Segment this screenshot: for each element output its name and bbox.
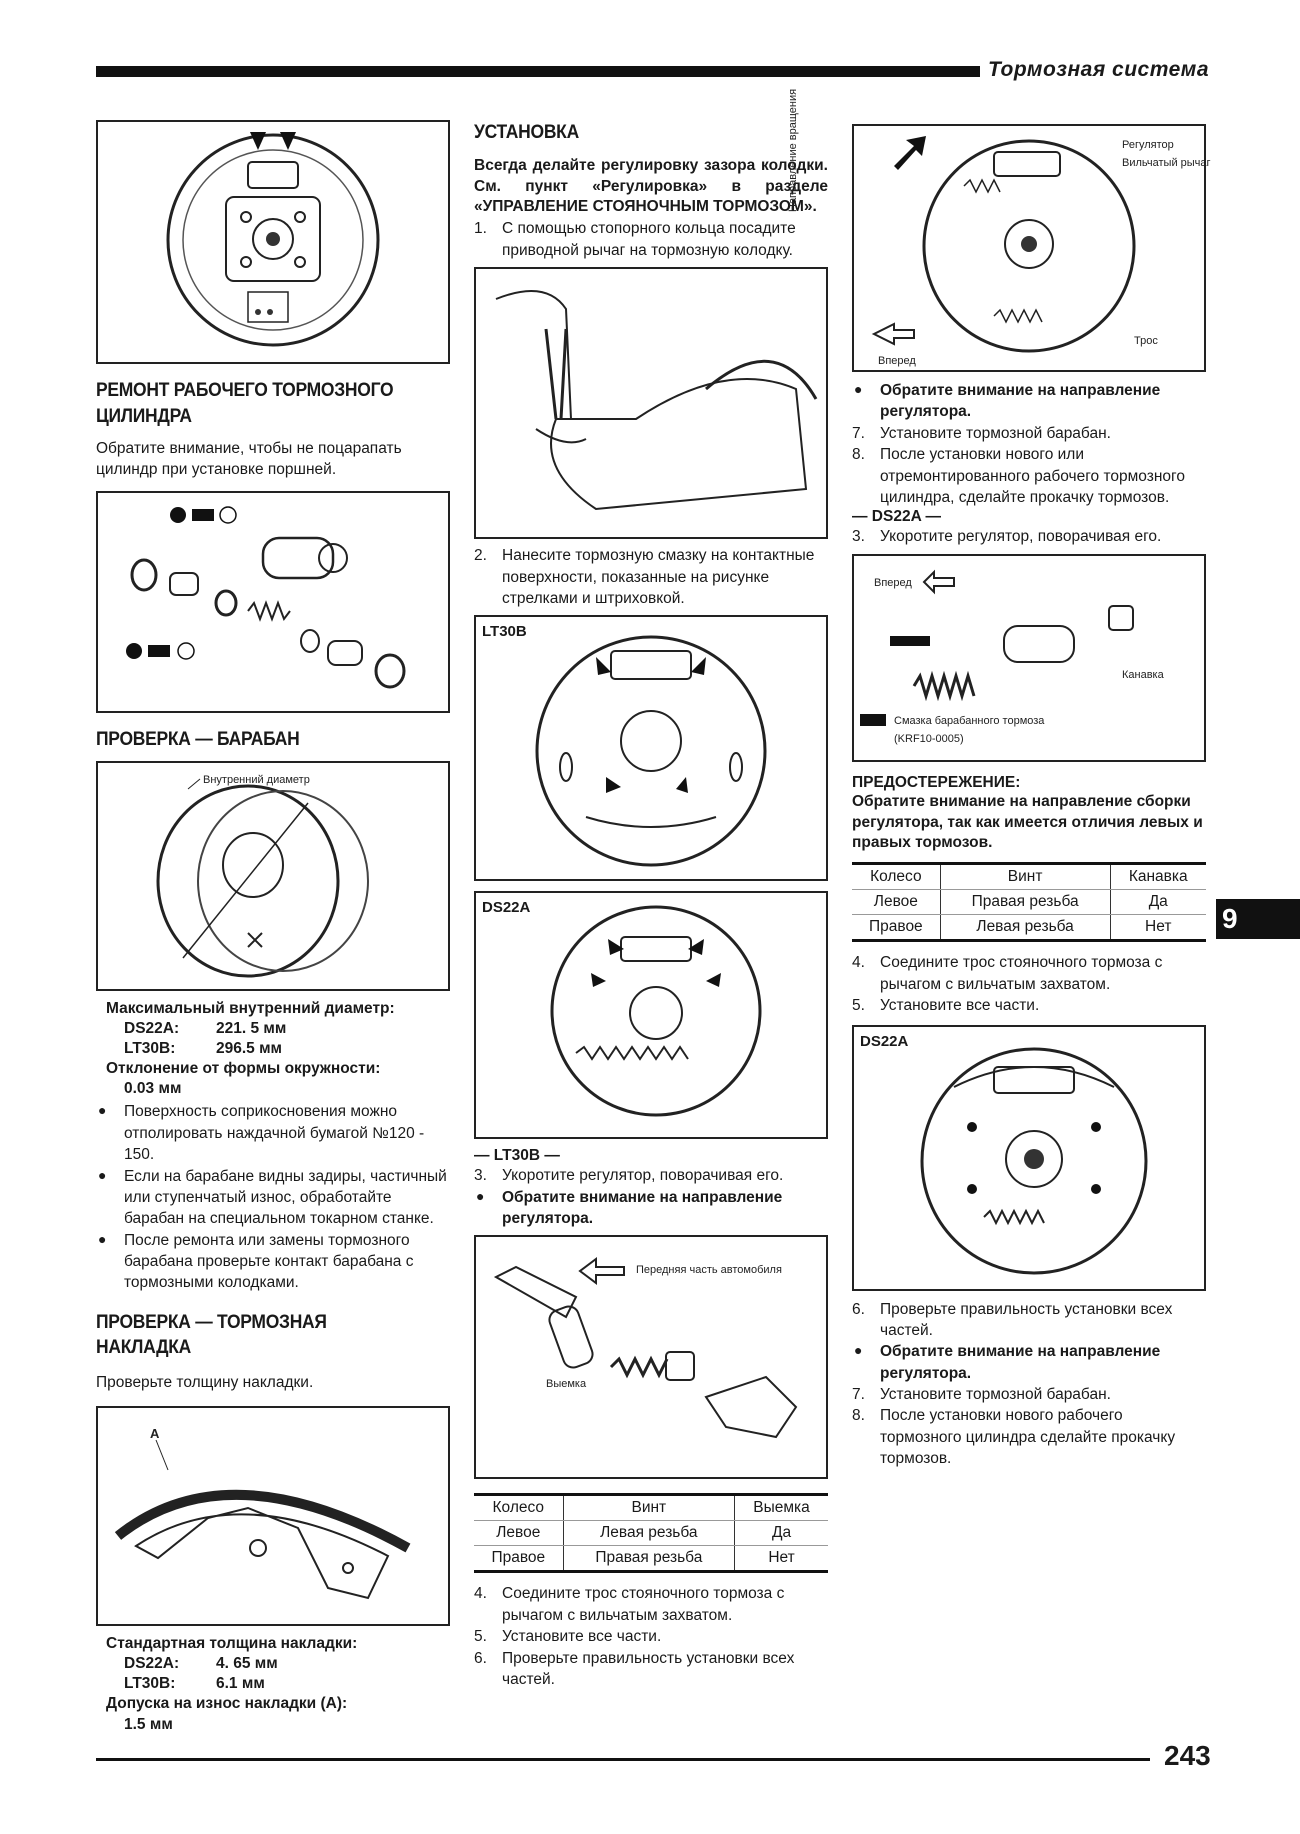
drum-spec-key-1: DS22A: [124, 1019, 180, 1037]
table-cell: Левая резьба [940, 915, 1110, 941]
ds22a-steps-b [852, 526, 1206, 547]
table-row [852, 890, 1206, 915]
step-number: 3. [852, 528, 865, 546]
page-section-title: Тормозная система [988, 58, 1210, 81]
step-text: Укоротите регулятор, поворачивая его. [502, 1167, 784, 1185]
rotation-label: Направление вращения [787, 88, 799, 212]
install-steps-b [474, 545, 828, 609]
step-text: Укоротите регулятор, поворачивая его. [880, 528, 1162, 546]
ds22a-steps-d [852, 1299, 1206, 1470]
lining-spec-key-1: DS22A: [124, 1655, 180, 1673]
step-text: Нанесите тормозную смазку на контактные поверхности, показанные на рисунке стрелками и штриховкой. [502, 547, 815, 607]
ds22a-assembly-figure [787, 88, 1211, 372]
step-number: 5. [852, 997, 865, 1015]
footer-rule [96, 1758, 1150, 1761]
step-number: 1. [474, 220, 487, 238]
step-number: 4. [852, 954, 865, 972]
list-item: ● Обратите внимание на направление регулятора. [852, 380, 1206, 423]
table-row [474, 1495, 828, 1521]
step-number: 8. [852, 446, 865, 464]
column-right [787, 88, 1211, 1470]
table-header: Выемка [735, 1495, 828, 1521]
ds22a-steps-a [852, 380, 1206, 508]
step-text: После установки нового или отремонтированного рабочего тормозного цилиндра, сделайте прокачку тормозов. [880, 446, 1185, 506]
grease-code-label: (KRF10-0005) [894, 732, 964, 745]
table-cell: Правая резьба [940, 890, 1110, 915]
install-note: Всегда делайте регулировку зазора колодки. См. пункт «Регулировка» в разделе «УПРАВЛЕНИЕ СТОЯНОЧНЫМ ТОРМОЗОМ». [474, 156, 828, 216]
cable-label: Трос [1134, 335, 1158, 347]
step-number: 5. [474, 1628, 487, 1646]
install-steps-a [474, 218, 828, 261]
lever-install-figure [474, 267, 828, 539]
list-item [852, 444, 1206, 508]
step-text: Соедините трос стояночного тормоза с рычагом с вильчатым захватом. [880, 954, 1163, 993]
step-number: 7. [852, 424, 865, 442]
list-item [852, 526, 1206, 547]
drum-diameter-figure [96, 761, 450, 991]
lt30b-adjuster-figure [474, 1235, 828, 1479]
roundness-value: 0.03 мм [124, 1080, 182, 1098]
lining-spec [96, 1634, 450, 1735]
table-header: Колесо [852, 864, 940, 890]
list-item [852, 995, 1206, 1016]
table-header: Винт [940, 864, 1110, 890]
figure-tag: DS22A [860, 1032, 909, 1050]
step-number: 4. [474, 1585, 487, 1603]
list-item [474, 1165, 828, 1186]
drum-check-heading: ПРОВЕРКА — БАРАБАН [96, 729, 300, 751]
table-cell: Да [735, 1521, 828, 1546]
adj-notch-label: Выемка [546, 1378, 587, 1391]
caution-title: ПРЕДОСТЕРЕЖЕНИЕ: [852, 773, 1021, 791]
table-header: Канавка [1110, 864, 1206, 890]
step-number: 8. [852, 1407, 865, 1425]
table-header: Колесо [474, 1495, 563, 1521]
install-heading: УСТАНОВКА [474, 122, 579, 143]
step-text: Установите все части. [502, 1628, 662, 1646]
page-number: 243 [1164, 1740, 1211, 1771]
column-middle [474, 120, 828, 1690]
list-item [852, 952, 1206, 995]
cylinder-repair-text: Обратите внимание, чтобы не поцарапать цилиндр при установке поршней. [96, 440, 402, 479]
caution-block [852, 774, 1206, 855]
regulator-label: Регулятор [1122, 139, 1174, 151]
step-text: Соедините трос стояночного тормоза с рычагом с вильчатым захватом. [502, 1585, 785, 1624]
lining-check-text: Проверьте толщину накладки. [96, 1374, 314, 1392]
table-cell: Правое [852, 915, 940, 941]
list-item: ● Если на барабане видны задиры, частичный или ступенчатый износ, обработайте барабан на специальном токарном станке. [96, 1166, 450, 1230]
lining-fig-label: A [150, 1426, 160, 1442]
ds22a-final-assembly-figure [852, 1025, 1206, 1291]
table-header: Винт [563, 1495, 734, 1521]
drum-spec-value-1: 221. 5 мм [216, 1019, 287, 1037]
step-number: 7. [852, 1386, 865, 1404]
wear-limit-title: Допуска на износ накладки (А): [106, 1695, 348, 1713]
list-item [474, 1626, 828, 1647]
step-number: 6. [474, 1649, 487, 1667]
wear-limit-value: 1.5 мм [124, 1715, 173, 1733]
figure-tag: DS22A [482, 899, 531, 917]
table-cell: Левая резьба [563, 1521, 734, 1546]
wheel-cylinder-parts-figure [96, 491, 450, 713]
list-item: ● Обратите внимание на направление регулятора. [474, 1187, 828, 1230]
list-item [852, 1405, 1206, 1469]
table-cell: Правое [474, 1546, 563, 1572]
header-rule [96, 66, 980, 77]
table-cell: Нет [735, 1546, 828, 1572]
lt30b-grease-figure [474, 615, 828, 881]
drum-bullet-list [96, 1101, 450, 1293]
forward-label: Вперед [878, 355, 916, 367]
adj-forward-label: Вперед [874, 576, 912, 589]
list-item [474, 1648, 828, 1691]
table-row [852, 915, 1206, 941]
step-text: Проверьте правильность установки всех частей. [502, 1649, 795, 1688]
fork-lever-label: Вильчатый рычаг [1122, 157, 1211, 169]
install-steps-c [474, 1165, 828, 1229]
roundness-title: Отклонение от формы окружности: [106, 1060, 381, 1078]
chapter-tab: 9 [1216, 899, 1300, 939]
step-text: Установите тормозной барабан. [880, 1386, 1111, 1404]
ds22a-steps-c [852, 952, 1206, 1016]
install-steps-d [474, 1583, 828, 1690]
ds22a-grease-figure [474, 891, 828, 1139]
table-row [852, 864, 1206, 890]
column-left [96, 120, 450, 1735]
lining-check-heading: ПРОВЕРКА — ТОРМОЗНАЯ НАКЛАДКА [96, 1311, 327, 1359]
step-number: 3. [474, 1167, 487, 1185]
list-item [474, 1583, 828, 1626]
table-cell: Левое [852, 890, 940, 915]
step-number: 6. [852, 1300, 865, 1318]
caution-text: Обратите внимание на направление сборки регулятора, так как имеется отличия левых и правых тормозов. [852, 792, 1203, 852]
step-text: Проверьте правильность установки всех частей. [880, 1300, 1173, 1339]
brake-backplate-figure [96, 120, 450, 364]
ds22a-adjuster-figure [852, 554, 1206, 762]
drum-spec [96, 999, 450, 1100]
grease-label: Смазка барабанного тормоза [894, 714, 1045, 727]
table-row [474, 1521, 828, 1546]
lining-spec-key-2: LT30B: [124, 1675, 176, 1693]
lining-spec-value-1: 4. 65 мм [216, 1655, 278, 1673]
table-cell: Правая резьба [563, 1546, 734, 1572]
list-item [474, 545, 828, 609]
figure-tag: LT30B [482, 623, 527, 641]
step-text: После установки нового рабочего тормозного цилиндра сделайте прокачку тормозов. [880, 1407, 1176, 1468]
lining-spec-value-2: 6.1 мм [216, 1675, 265, 1693]
table-cell: Нет [1110, 915, 1206, 941]
ds22a-adjuster-table [852, 862, 1206, 942]
list-item [852, 1384, 1206, 1405]
adj-front-label: Передняя часть автомобиля [636, 1264, 782, 1277]
table-cell: Левое [474, 1521, 563, 1546]
drum-spec-key-2: LT30B: [124, 1040, 176, 1058]
groove-label: Канавка [1122, 668, 1164, 681]
list-item: ● Поверхность соприкосновения можно отполировать наждачной бумагой №120 - 150. [96, 1101, 450, 1165]
cylinder-repair-heading: РЕМОНТ РАБОЧЕГО ТОРМОЗНОГО ЦИЛИНДРА [96, 380, 394, 427]
list-item [852, 1299, 1206, 1342]
lt30b-adjuster-table [474, 1493, 828, 1573]
table-row [474, 1546, 828, 1572]
drum-spec-value-2: 296.5 мм [216, 1040, 283, 1058]
drum-fig-label: Внутренний диаметр [203, 773, 310, 786]
lining-spec-title: Стандартная толщина накладки: [106, 1635, 358, 1653]
step-text: Установите все части. [880, 997, 1040, 1015]
list-item: ● После ремонта или замены тормозного барабана проверьте контакт барабана с тормозными колодками. [96, 1230, 450, 1294]
table-cell: Да [1110, 890, 1206, 915]
drum-spec-title: Максимальный внутренний диаметр: [106, 999, 395, 1017]
list-item [852, 423, 1206, 444]
lt30b-section-label: — LT30B — [474, 1147, 560, 1165]
step-number: 2. [474, 547, 487, 565]
ds22a-section-label: — DS22A — [852, 508, 942, 526]
list-item: ● Обратите внимание на направление регулятора. [852, 1341, 1206, 1384]
list-item [474, 218, 828, 261]
step-text: Установите тормозной барабан. [880, 424, 1111, 442]
step-text: С помощью стопорного кольца посадите приводной рычаг на тормозную колодку. [502, 220, 796, 259]
brake-shoe-figure [96, 1406, 450, 1626]
